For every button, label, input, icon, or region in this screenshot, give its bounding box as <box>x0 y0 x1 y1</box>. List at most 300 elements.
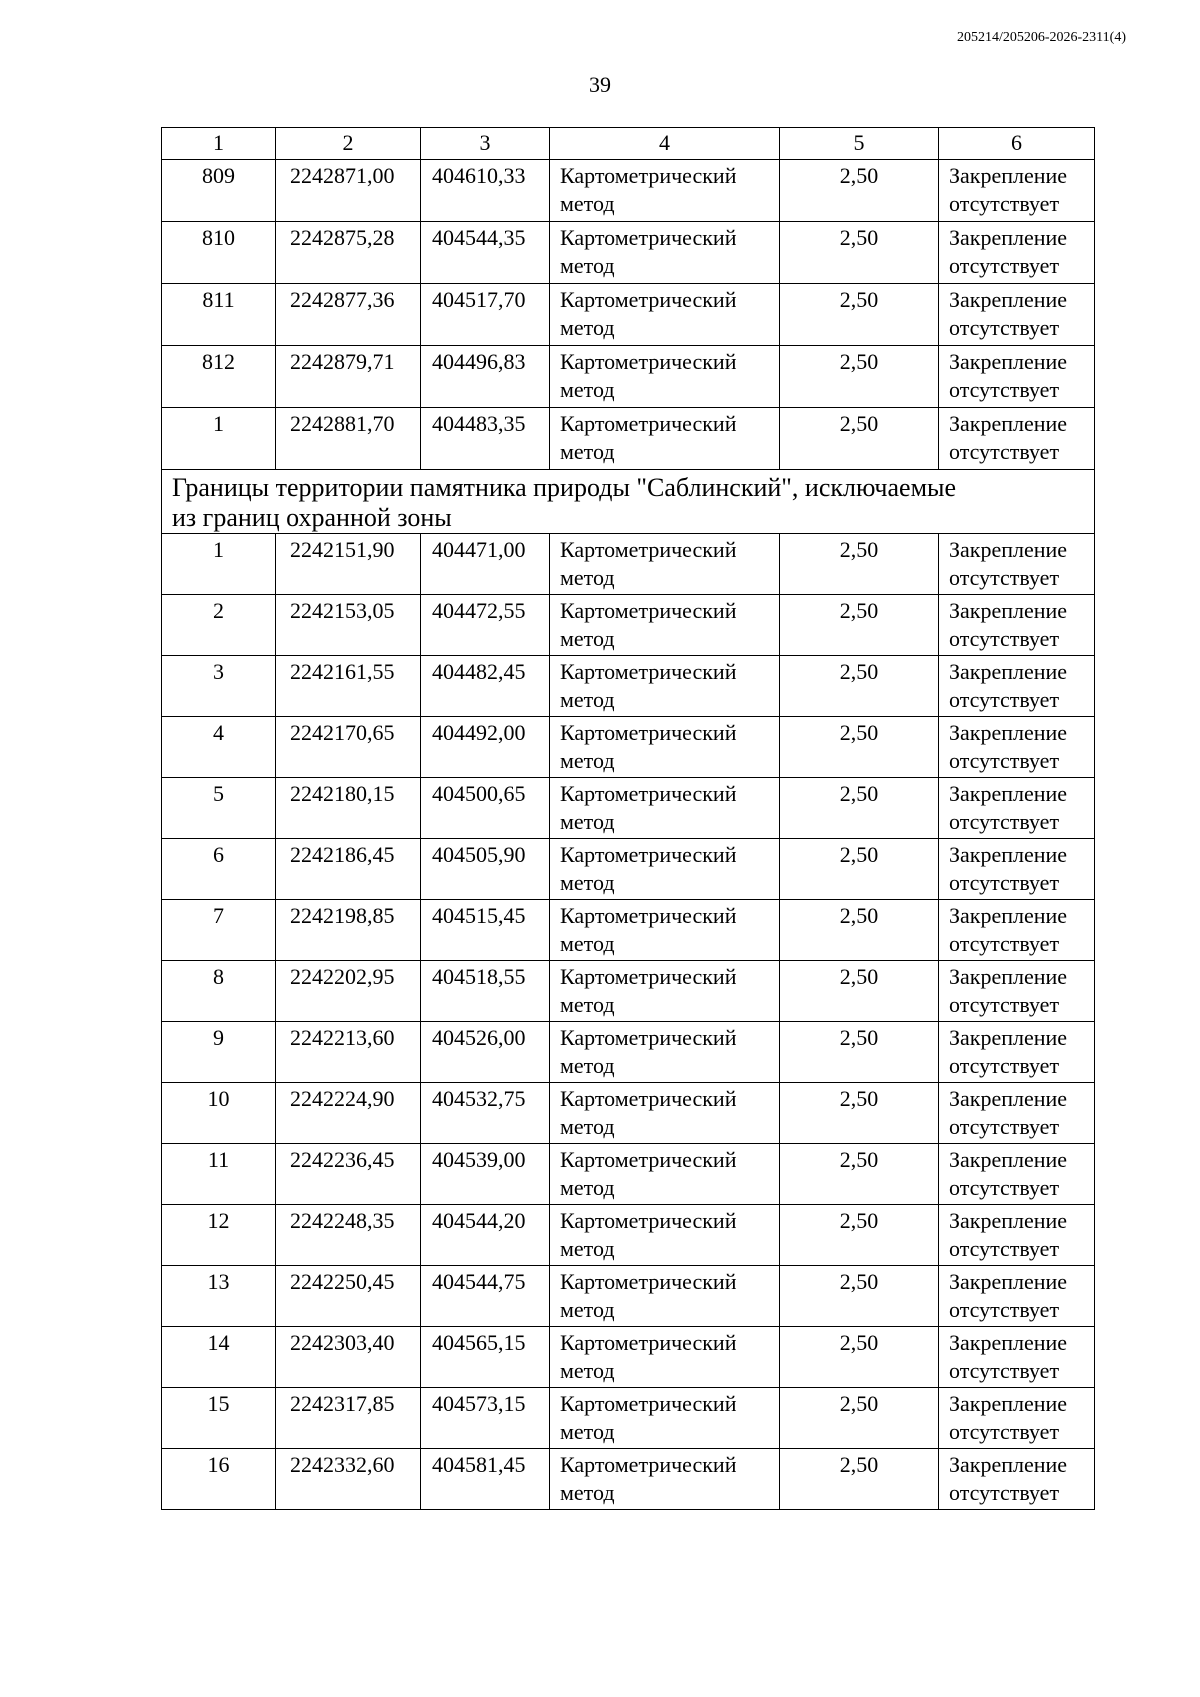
x-coordinate-cell <box>276 839 421 900</box>
y-coordinate-cell <box>421 1205 550 1266</box>
fixation-cell <box>939 534 1095 595</box>
fixation-cell-line: отсутствует <box>949 1175 1060 1200</box>
y-coordinate-cell <box>421 1266 550 1327</box>
method-cell-line: Картометрический <box>560 1086 737 1111</box>
x-coordinate-cell <box>276 1449 421 1510</box>
x-coordinate-cell <box>276 1327 421 1388</box>
accuracy-cell <box>780 1083 939 1144</box>
x-coordinate-cell <box>276 656 421 717</box>
point-number-cell-line: 3 <box>213 659 224 684</box>
fixation-cell-line: Закрепление <box>949 964 1068 989</box>
column-header-2: 2 <box>276 128 421 160</box>
column-header-4: 4 <box>550 128 780 160</box>
x-coordinate-cell-line: 2242248,35 <box>290 1208 395 1233</box>
point-number-cell <box>162 778 276 839</box>
fixation-cell-line: отсутствует <box>949 1236 1060 1261</box>
fixation-cell-line: Закрепление <box>949 411 1068 436</box>
method-cell <box>550 1205 780 1266</box>
fixation-cell-line: отсутствует <box>949 315 1060 340</box>
x-coordinate-cell-line: 2242250,45 <box>290 1269 395 1294</box>
table-row <box>162 222 1095 284</box>
fixation-cell <box>939 160 1095 222</box>
accuracy-cell-line: 2,50 <box>839 903 879 928</box>
method-cell-line: Картометрический <box>560 1208 737 1233</box>
table-row <box>162 900 1095 961</box>
method-cell-line: Картометрический <box>560 1147 737 1172</box>
y-coordinate-cell-line: 404483,35 <box>432 411 526 436</box>
fixation-cell-line: отсутствует <box>949 1297 1060 1322</box>
method-cell <box>550 1449 780 1510</box>
fixation-cell-line: Закрепление <box>949 287 1068 312</box>
x-coordinate-cell <box>276 284 421 346</box>
x-coordinate-cell <box>276 900 421 961</box>
accuracy-cell <box>780 595 939 656</box>
fixation-cell-line: отсутствует <box>949 931 1060 956</box>
fixation-cell-line: отсутствует <box>949 377 1060 402</box>
point-number-cell <box>162 1327 276 1388</box>
method-cell <box>550 961 780 1022</box>
method-cell-line: Картометрический <box>560 1330 737 1355</box>
accuracy-cell-line: 2,50 <box>839 163 879 188</box>
point-number-cell-line: 10 <box>207 1086 230 1111</box>
fixation-cell-line: отсутствует <box>949 565 1060 590</box>
y-coordinate-cell <box>421 1327 550 1388</box>
method-cell <box>550 595 780 656</box>
y-coordinate-cell-line: 404526,00 <box>432 1025 526 1050</box>
fixation-cell-line: Закрепление <box>949 1025 1068 1050</box>
method-cell-line: Картометрический <box>560 349 737 374</box>
accuracy-cell <box>780 1327 939 1388</box>
point-number-cell <box>162 961 276 1022</box>
fixation-cell <box>939 961 1095 1022</box>
section-heading-line: из границ охранной зоны <box>172 503 452 532</box>
method-cell-line: метод <box>560 992 615 1017</box>
accuracy-cell-line: 2,50 <box>839 1330 879 1355</box>
fixation-cell-line: Закрепление <box>949 842 1068 867</box>
point-number-cell-line: 2 <box>213 598 224 623</box>
point-number-cell <box>162 595 276 656</box>
point-number-cell-line: 12 <box>207 1208 230 1233</box>
accuracy-cell <box>780 1205 939 1266</box>
table-row <box>162 284 1095 346</box>
method-cell-line: Картометрический <box>560 537 737 562</box>
x-coordinate-cell-line: 2242877,36 <box>290 287 395 312</box>
x-coordinate-cell-line: 2242224,90 <box>290 1086 395 1111</box>
point-number-cell-line: 14 <box>207 1330 230 1355</box>
x-coordinate-cell-line: 2242213,60 <box>290 1025 395 1050</box>
fixation-cell-line: Закрепление <box>949 1208 1068 1233</box>
section-heading <box>162 470 1095 534</box>
fixation-cell-line: отсутствует <box>949 1358 1060 1383</box>
y-coordinate-cell <box>421 717 550 778</box>
fixation-cell-line: отсутствует <box>949 253 1060 278</box>
x-coordinate-cell-line: 2242303,40 <box>290 1330 395 1355</box>
method-cell-line: Картометрический <box>560 287 737 312</box>
method-cell-line: метод <box>560 1297 615 1322</box>
fixation-cell <box>939 839 1095 900</box>
accuracy-cell <box>780 900 939 961</box>
fixation-cell-line: Закрепление <box>949 537 1068 562</box>
fixation-cell <box>939 656 1095 717</box>
fixation-cell-line: отсутствует <box>949 992 1060 1017</box>
fixation-cell-line: Закрепление <box>949 1452 1068 1477</box>
y-coordinate-cell <box>421 961 550 1022</box>
y-coordinate-cell-line: 404573,15 <box>432 1391 526 1416</box>
method-cell-line: метод <box>560 1358 615 1383</box>
section-heading-line: Границы территории памятника природы "Саблинский", исключаемые <box>172 473 957 502</box>
accuracy-cell <box>780 961 939 1022</box>
y-coordinate-cell <box>421 595 550 656</box>
x-coordinate-cell-line: 2242871,00 <box>290 163 395 188</box>
accuracy-cell <box>780 408 939 470</box>
y-coordinate-cell-line: 404492,00 <box>432 720 526 745</box>
table-row <box>162 1266 1095 1327</box>
accuracy-cell <box>780 534 939 595</box>
accuracy-cell <box>780 656 939 717</box>
fixation-cell <box>939 717 1095 778</box>
method-cell-line: метод <box>560 687 615 712</box>
table-row <box>162 408 1095 470</box>
accuracy-cell-line: 2,50 <box>839 1147 879 1172</box>
y-coordinate-cell-line: 404532,75 <box>432 1086 526 1111</box>
method-cell-line: Картометрический <box>560 781 737 806</box>
document-id: 205214/205206-2026-2311(4) <box>956 30 1126 45</box>
fixation-cell <box>939 1205 1095 1266</box>
method-cell-line: метод <box>560 626 615 651</box>
accuracy-cell-line: 2,50 <box>839 781 879 806</box>
y-coordinate-cell <box>421 839 550 900</box>
method-cell-line: Картометрический <box>560 1269 737 1294</box>
accuracy-cell <box>780 778 939 839</box>
y-coordinate-cell <box>421 900 550 961</box>
point-number-cell-line: 4 <box>213 720 224 745</box>
fixation-cell-line: отсутствует <box>949 439 1060 464</box>
accuracy-cell <box>780 284 939 346</box>
fixation-cell-line: отсутствует <box>949 809 1060 834</box>
x-coordinate-cell <box>276 1388 421 1449</box>
accuracy-cell-line: 2,50 <box>839 1391 879 1416</box>
point-number-cell <box>162 160 276 222</box>
x-coordinate-cell <box>276 534 421 595</box>
fixation-cell-line: отсутствует <box>949 870 1060 895</box>
table-row <box>162 595 1095 656</box>
point-number-cell <box>162 534 276 595</box>
method-cell <box>550 1022 780 1083</box>
accuracy-cell <box>780 346 939 408</box>
fixation-cell-line: Закрепление <box>949 1269 1068 1294</box>
method-cell-line: метод <box>560 931 615 956</box>
x-coordinate-cell <box>276 222 421 284</box>
method-cell <box>550 160 780 222</box>
method-cell <box>550 1327 780 1388</box>
y-coordinate-cell-line: 404581,45 <box>432 1452 526 1477</box>
accuracy-cell <box>780 839 939 900</box>
method-cell-line: метод <box>560 1053 615 1078</box>
accuracy-cell <box>780 1449 939 1510</box>
x-coordinate-cell <box>276 408 421 470</box>
page-number: 39 <box>589 72 611 97</box>
fixation-cell <box>939 1083 1095 1144</box>
accuracy-cell-line: 2,50 <box>839 1086 879 1111</box>
fixation-cell <box>939 1449 1095 1510</box>
fixation-cell <box>939 1266 1095 1327</box>
x-coordinate-cell-line: 2242879,71 <box>290 349 395 374</box>
point-number-cell-line: 8 <box>213 964 224 989</box>
y-coordinate-cell-line: 404539,00 <box>432 1147 526 1172</box>
y-coordinate-cell-line: 404471,00 <box>432 537 526 562</box>
table-row <box>162 1327 1095 1388</box>
y-coordinate-cell-line: 404544,20 <box>432 1208 526 1233</box>
accuracy-cell <box>780 160 939 222</box>
table-row <box>162 717 1095 778</box>
point-number-cell <box>162 1144 276 1205</box>
method-cell-line: Картометрический <box>560 1452 737 1477</box>
column-header-6: 6 <box>939 128 1095 160</box>
accuracy-cell-line: 2,50 <box>839 1208 879 1233</box>
section-heading-row <box>162 470 1095 534</box>
point-number-cell-line: 15 <box>207 1391 230 1416</box>
fixation-cell <box>939 1327 1095 1388</box>
column-header-3: 3 <box>421 128 550 160</box>
y-coordinate-cell-line: 404496,83 <box>432 349 526 374</box>
fixation-cell <box>939 1144 1095 1205</box>
point-number-cell-line: 11 <box>207 1147 230 1172</box>
fixation-cell-line: отсутствует <box>949 1419 1060 1444</box>
x-coordinate-cell-line: 2242151,90 <box>290 537 395 562</box>
y-coordinate-cell <box>421 346 550 408</box>
fixation-cell-line: отсутствует <box>949 1053 1060 1078</box>
method-cell-line: метод <box>560 748 615 773</box>
method-cell-line: метод <box>560 1419 615 1444</box>
point-number-cell-line: 811 <box>202 287 235 312</box>
accuracy-cell-line: 2,50 <box>839 964 879 989</box>
method-cell <box>550 1083 780 1144</box>
point-number-cell <box>162 656 276 717</box>
method-cell-line: метод <box>560 1480 615 1505</box>
point-number-cell <box>162 839 276 900</box>
table-row <box>162 160 1095 222</box>
fixation-cell-line: Закрепление <box>949 903 1068 928</box>
column-header-5: 5 <box>780 128 939 160</box>
y-coordinate-cell-line: 404500,65 <box>432 781 526 806</box>
accuracy-cell <box>780 1144 939 1205</box>
fixation-cell-line: отсутствует <box>949 748 1060 773</box>
y-coordinate-cell-line: 404610,33 <box>432 163 526 188</box>
x-coordinate-cell-line: 2242153,05 <box>290 598 395 623</box>
method-cell <box>550 1144 780 1205</box>
method-cell <box>550 900 780 961</box>
table-row <box>162 656 1095 717</box>
fixation-cell-line: отсутствует <box>949 687 1060 712</box>
method-cell-line: метод <box>560 870 615 895</box>
y-coordinate-cell <box>421 656 550 717</box>
point-number-cell <box>162 1266 276 1327</box>
y-coordinate-cell <box>421 1022 550 1083</box>
x-coordinate-cell <box>276 595 421 656</box>
y-coordinate-cell <box>421 160 550 222</box>
x-coordinate-cell-line: 2242186,45 <box>290 842 395 867</box>
point-number-cell <box>162 1205 276 1266</box>
method-cell-line: Картометрический <box>560 1391 737 1416</box>
fixation-cell-line: отсутствует <box>949 1480 1060 1505</box>
method-cell <box>550 534 780 595</box>
table-row <box>162 1449 1095 1510</box>
fixation-cell <box>939 1388 1095 1449</box>
method-cell <box>550 839 780 900</box>
point-number-cell-line: 7 <box>213 903 224 928</box>
method-cell-line: метод <box>560 439 615 464</box>
method-cell-line: метод <box>560 1236 615 1261</box>
point-number-cell-line: 810 <box>202 225 235 250</box>
method-cell-line: метод <box>560 1175 615 1200</box>
fixation-cell-line: Закрепление <box>949 659 1068 684</box>
y-coordinate-cell-line: 404515,45 <box>432 903 526 928</box>
table-row <box>162 961 1095 1022</box>
point-number-cell <box>162 1083 276 1144</box>
method-cell <box>550 778 780 839</box>
accuracy-cell <box>780 1388 939 1449</box>
table-row <box>162 1022 1095 1083</box>
fixation-cell-line: отсутствует <box>949 1114 1060 1139</box>
accuracy-cell <box>780 717 939 778</box>
method-cell-line: метод <box>560 1114 615 1139</box>
x-coordinate-cell <box>276 1266 421 1327</box>
fixation-cell-line: Закрепление <box>949 781 1068 806</box>
fixation-cell <box>939 1022 1095 1083</box>
accuracy-cell-line: 2,50 <box>839 1269 879 1294</box>
method-cell <box>550 1388 780 1449</box>
method-cell <box>550 346 780 408</box>
y-coordinate-cell-line: 404565,15 <box>432 1330 526 1355</box>
method-cell-line: Картометрический <box>560 842 737 867</box>
method-cell-line: Картометрический <box>560 720 737 745</box>
x-coordinate-cell <box>276 1022 421 1083</box>
method-cell <box>550 1266 780 1327</box>
table-row <box>162 1388 1095 1449</box>
x-coordinate-cell-line: 2242317,85 <box>290 1391 395 1416</box>
method-cell-line: метод <box>560 809 615 834</box>
y-coordinate-cell-line: 404544,75 <box>432 1269 526 1294</box>
accuracy-cell-line: 2,50 <box>839 411 879 436</box>
method-cell-line: Картометрический <box>560 903 737 928</box>
x-coordinate-cell-line: 2242180,15 <box>290 781 395 806</box>
fixation-cell <box>939 284 1095 346</box>
y-coordinate-cell <box>421 1083 550 1144</box>
fixation-cell-line: Закрепление <box>949 349 1068 374</box>
accuracy-cell-line: 2,50 <box>839 720 879 745</box>
column-header-1: 1 <box>162 128 276 160</box>
table-row <box>162 839 1095 900</box>
y-coordinate-cell-line: 404482,45 <box>432 659 526 684</box>
fixation-cell <box>939 778 1095 839</box>
accuracy-cell-line: 2,50 <box>839 842 879 867</box>
y-coordinate-cell <box>421 1388 550 1449</box>
point-number-cell-line: 6 <box>213 842 224 867</box>
table-row <box>162 534 1095 595</box>
table-row <box>162 1144 1095 1205</box>
point-number-cell-line: 809 <box>202 163 235 188</box>
method-cell-line: метод <box>560 377 615 402</box>
x-coordinate-cell <box>276 346 421 408</box>
y-coordinate-cell <box>421 1449 550 1510</box>
point-number-cell <box>162 346 276 408</box>
x-coordinate-cell <box>276 717 421 778</box>
point-number-cell-line: 16 <box>207 1452 230 1477</box>
method-cell <box>550 656 780 717</box>
fixation-cell <box>939 900 1095 961</box>
point-number-cell <box>162 717 276 778</box>
point-number-cell <box>162 284 276 346</box>
accuracy-cell <box>780 1266 939 1327</box>
accuracy-cell-line: 2,50 <box>839 225 879 250</box>
x-coordinate-cell-line: 2242170,65 <box>290 720 395 745</box>
point-number-cell <box>162 222 276 284</box>
point-number-cell <box>162 1022 276 1083</box>
fixation-cell <box>939 222 1095 284</box>
fixation-cell-line: Закрепление <box>949 163 1068 188</box>
method-cell-line: Картометрический <box>560 659 737 684</box>
accuracy-cell <box>780 1022 939 1083</box>
accuracy-cell-line: 2,50 <box>839 659 879 684</box>
fixation-cell-line: Закрепление <box>949 1330 1068 1355</box>
method-cell <box>550 222 780 284</box>
method-cell-line: Картометрический <box>560 1025 737 1050</box>
fixation-cell-line: Закрепление <box>949 720 1068 745</box>
fixation-cell <box>939 346 1095 408</box>
method-cell-line: метод <box>560 565 615 590</box>
method-cell-line: метод <box>560 191 615 216</box>
fixation-cell-line: Закрепление <box>949 1391 1068 1416</box>
x-coordinate-cell-line: 2242236,45 <box>290 1147 395 1172</box>
point-number-cell <box>162 900 276 961</box>
table-row <box>162 346 1095 408</box>
accuracy-cell-line: 2,50 <box>839 287 879 312</box>
x-coordinate-cell-line: 2242198,85 <box>290 903 395 928</box>
method-cell <box>550 284 780 346</box>
y-coordinate-cell-line: 404505,90 <box>432 842 526 867</box>
point-number-cell-line: 812 <box>202 349 235 374</box>
fixation-cell-line: Закрепление <box>949 598 1068 623</box>
x-coordinate-cell-line: 2242202,95 <box>290 964 395 989</box>
fixation-cell-line: Закрепление <box>949 1086 1068 1111</box>
method-cell-line: Картометрический <box>560 225 737 250</box>
point-number-cell-line: 1 <box>213 537 224 562</box>
fixation-cell-line: отсутствует <box>949 626 1060 651</box>
point-number-cell-line: 5 <box>213 781 224 806</box>
point-number-cell-line: 1 <box>213 411 224 436</box>
x-coordinate-cell-line: 2242161,55 <box>290 659 395 684</box>
method-cell-line: метод <box>560 253 615 278</box>
y-coordinate-cell-line: 404472,55 <box>432 598 526 623</box>
y-coordinate-cell <box>421 778 550 839</box>
x-coordinate-cell <box>276 778 421 839</box>
point-number-cell <box>162 408 276 470</box>
coordinates-table <box>161 127 1095 1510</box>
accuracy-cell-line: 2,50 <box>839 1452 879 1477</box>
accuracy-cell-line: 2,50 <box>839 598 879 623</box>
point-number-cell-line: 9 <box>213 1025 224 1050</box>
method-cell <box>550 717 780 778</box>
x-coordinate-cell <box>276 1205 421 1266</box>
y-coordinate-cell-line: 404517,70 <box>432 287 526 312</box>
x-coordinate-cell-line: 2242881,70 <box>290 411 395 436</box>
x-coordinate-cell-line: 2242875,28 <box>290 225 395 250</box>
accuracy-cell-line: 2,50 <box>839 537 879 562</box>
column-number-header-row <box>162 128 1095 160</box>
method-cell <box>550 408 780 470</box>
table-row <box>162 1205 1095 1266</box>
fixation-cell <box>939 408 1095 470</box>
